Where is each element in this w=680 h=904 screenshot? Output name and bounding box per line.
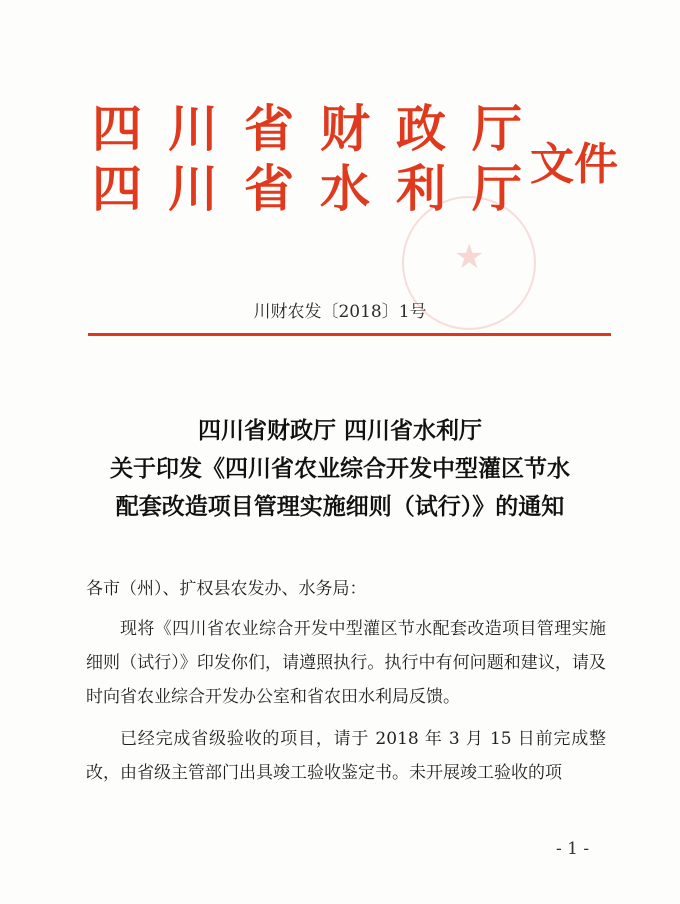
issuing-org-water: 四川省水利厅	[92, 159, 548, 218]
seal-star-icon: ★	[454, 237, 485, 277]
red-divider-line	[88, 333, 611, 336]
body-paragraph: 现将《四川省农业综合开发中型灌区节水配套改造项目管理实施细则（试行）》印发你们，请遵照执行。执行中有何问题和建议，请及时向省农业综合开发办公室和省农田水利局反馈。	[86, 619, 606, 707]
issuing-org-finance: 四川省财政厅	[92, 99, 548, 158]
salutation: 各市（州）、扩权县农发办、水务局：	[86, 579, 367, 599]
document-number: 川财农发〔2018〕1号	[253, 302, 427, 322]
body-paragraph: 已经完成省级验收的项目，请于 2018 年 3 月 15 日前完成整改，由省级主管部门出具竣工验收鉴定书。未开展竣工验收的项	[86, 729, 606, 783]
document-type-label: 文件	[530, 139, 618, 190]
document-body	[86, 572, 606, 798]
page-number: - 1 -	[556, 839, 590, 859]
title-line: 配套改造项目管理实施细则（试行）》的通知	[115, 493, 565, 520]
title-line: 四川省财政厅 四川省水利厅	[197, 417, 482, 444]
document-title	[60, 412, 620, 526]
title-line: 关于印发《四川省农业综合开发中型灌区节水	[110, 455, 570, 482]
